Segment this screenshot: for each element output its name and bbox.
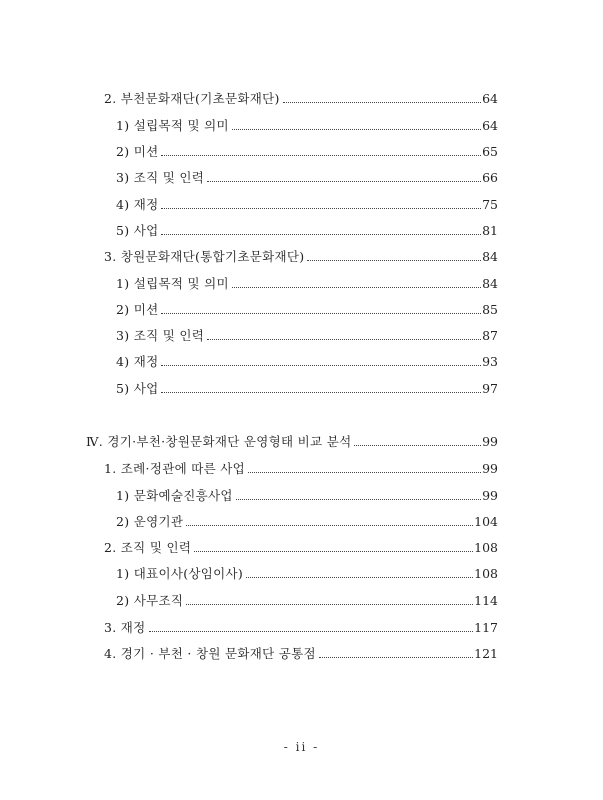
toc-entry-label: Ⅳ. 경기·부천·창원문화재단 운영형태 비교 분석	[86, 434, 352, 449]
toc-entry[interactable]	[116, 485, 498, 505]
dot-leader	[319, 657, 473, 658]
dot-leader	[283, 102, 481, 103]
toc-entry[interactable]	[116, 563, 498, 583]
dot-leader	[207, 181, 481, 182]
toc-entry-label: 4) 재정	[116, 354, 159, 369]
toc-entry[interactable]	[116, 194, 498, 214]
toc-entry[interactable]	[104, 643, 498, 663]
dot-leader	[232, 287, 481, 288]
toc-entry[interactable]	[104, 246, 498, 266]
toc-entry-page: 108	[474, 540, 498, 555]
dot-leader	[161, 234, 481, 235]
toc-entry-page: 117	[474, 620, 498, 635]
dot-leader	[354, 445, 481, 446]
dot-leader	[307, 260, 481, 261]
toc-entry-page: 121	[474, 646, 498, 661]
toc-entry-label: 5) 사업	[116, 223, 159, 238]
toc-entry-label: 2. 조직 및 인력	[104, 540, 192, 555]
toc-entry-page: 85	[482, 302, 498, 317]
toc-entry[interactable]	[116, 590, 498, 610]
toc-entry[interactable]	[104, 617, 498, 637]
toc-entry-page: 87	[482, 328, 498, 343]
toc-entry-label: 2) 미션	[116, 302, 159, 317]
toc-entry[interactable]	[104, 458, 498, 478]
toc-entry-page: 84	[482, 276, 498, 291]
toc-entry-page: 99	[482, 434, 498, 449]
toc-entry-label: 3. 재정	[104, 620, 146, 635]
toc-entry-label: 3. 창원문화재단(통합기초문화재단)	[104, 249, 305, 264]
dot-leader	[186, 525, 473, 526]
toc-entry[interactable]	[104, 88, 498, 108]
toc-entry-page: 64	[482, 91, 498, 106]
toc-entry-label: 2) 미션	[116, 144, 159, 159]
toc-entry-page: 64	[482, 118, 498, 133]
toc-entry-label: 1. 조례·정관에 따른 사업	[104, 461, 245, 476]
toc-entry[interactable]	[104, 537, 498, 557]
toc-entry-label: 1) 문화예술진흥사업	[116, 488, 233, 503]
toc-entry-page: 65	[482, 144, 498, 159]
toc-entry-label: 1) 대표이사(상임이사)	[116, 566, 244, 581]
toc-entry-page: 108	[474, 566, 498, 581]
toc-entry[interactable]	[116, 511, 498, 531]
toc-entry-label: 2) 운영기관	[116, 514, 184, 529]
toc-entry-label: 1) 설립목적 및 의미	[116, 276, 229, 291]
dot-leader	[236, 499, 481, 500]
toc-entry-label: 3) 조직 및 인력	[116, 170, 205, 185]
dot-leader	[161, 365, 481, 366]
toc-entry-page: 75	[482, 197, 498, 212]
toc-entry-label: 2. 부천문화재단(기초문화재단)	[104, 91, 280, 106]
toc-entry-label: 4) 재정	[116, 197, 159, 212]
toc-entry[interactable]	[116, 115, 498, 135]
toc-entry[interactable]	[116, 220, 498, 240]
toc-entry[interactable]	[116, 378, 498, 398]
toc-entry-label: 3) 조직 및 인력	[116, 328, 205, 343]
dot-leader	[161, 208, 481, 209]
toc-entry-label: 5) 사업	[116, 381, 159, 396]
dot-leader	[194, 551, 473, 552]
toc-entry-label: 2) 사무조직	[116, 593, 184, 608]
toc-entry-page: 104	[474, 514, 498, 529]
toc-entry-page: 81	[482, 223, 498, 238]
toc-entry-label: 4. 경기 · 부천 · 창원 문화재단 공통점	[104, 646, 316, 661]
toc-entry-page: 97	[482, 381, 498, 396]
toc-entry[interactable]	[86, 431, 498, 451]
toc-entry[interactable]	[116, 273, 498, 293]
dot-leader	[149, 631, 474, 632]
toc-entry[interactable]	[116, 351, 498, 371]
dot-leader	[232, 129, 481, 130]
dot-leader	[161, 392, 481, 393]
dot-leader	[246, 577, 473, 578]
dot-leader	[248, 472, 481, 473]
toc-entry-page: 99	[482, 461, 498, 476]
toc-entry-page: 99	[482, 488, 498, 503]
toc-entry[interactable]	[116, 299, 498, 319]
toc-entry-page: 66	[482, 170, 498, 185]
toc-entry[interactable]	[116, 167, 498, 187]
toc-entry-page: 93	[482, 354, 498, 369]
page-number: - ii -	[283, 740, 320, 754]
toc-entry-page: 84	[482, 249, 498, 264]
toc-entry-label: 1) 설립목적 및 의미	[116, 118, 229, 133]
dot-leader	[161, 155, 481, 156]
toc-entry-page: 114	[474, 593, 498, 608]
toc-entry[interactable]	[116, 325, 498, 345]
dot-leader	[161, 313, 481, 314]
toc-entry[interactable]	[116, 141, 498, 161]
dot-leader	[186, 604, 473, 605]
dot-leader	[207, 339, 481, 340]
